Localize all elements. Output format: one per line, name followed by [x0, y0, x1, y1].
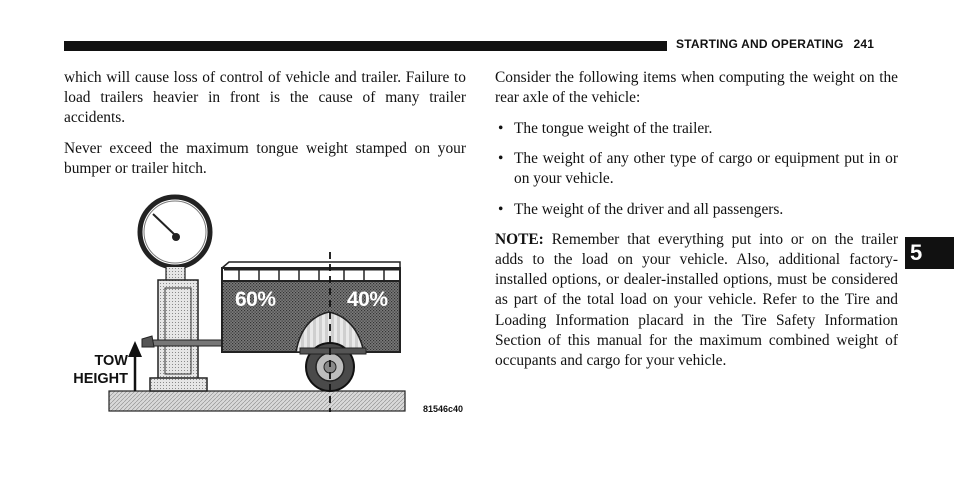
- header-rule: [64, 41, 667, 51]
- note-text: Remember that everything put into or on the trailer adds to the load on your vehicle. Also, additional factory-installed options, or dealer-installed options, must be considered as part of the total load on your vehicle. Refer to the Tire and Loading Information placard in the Tire Safety Information Section of this manual for the maximum combined weight of occupants and cargo for your vehicle.: [495, 230, 898, 369]
- list-item: • The tongue weight of the trailer.: [495, 119, 898, 139]
- list-item: • The weight of any other type of cargo or equipment put in or on your vehicle.: [495, 149, 898, 189]
- note-label: NOTE:: [495, 230, 544, 248]
- tow-height-label: TOW HEIGHT: [73, 353, 128, 387]
- left-column: [64, 68, 466, 190]
- paragraph: Never exceed the maximum tongue weight stamped on your bumper or trailer hitch.: [64, 140, 466, 178]
- rear-weight-percent: 40%: [347, 288, 388, 311]
- note-paragraph: [495, 230, 898, 371]
- figure-code: 81546c40: [423, 404, 464, 414]
- section-title: STARTING AND OPERATING: [676, 37, 844, 51]
- paragraph: which will cause loss of control of vehicle and trailer. Failure to load trailers heavier in front is the cause of many trailer accidents.: [64, 69, 466, 127]
- ground: [109, 391, 405, 411]
- chapter-tab: 5: [905, 237, 954, 269]
- bullet-list: [495, 119, 898, 220]
- page-number: 241: [853, 37, 875, 51]
- running-header: [676, 37, 874, 51]
- right-column: [495, 68, 898, 382]
- paragraph: Consider the following items when computing the weight on the rear axle of the vehicle:: [495, 69, 898, 107]
- list-item: • The weight of the driver and all passengers.: [495, 200, 898, 220]
- trailer-weight-illustration: [64, 190, 470, 420]
- front-weight-percent: 60%: [235, 288, 276, 311]
- scale-gauge-icon: [140, 197, 210, 267]
